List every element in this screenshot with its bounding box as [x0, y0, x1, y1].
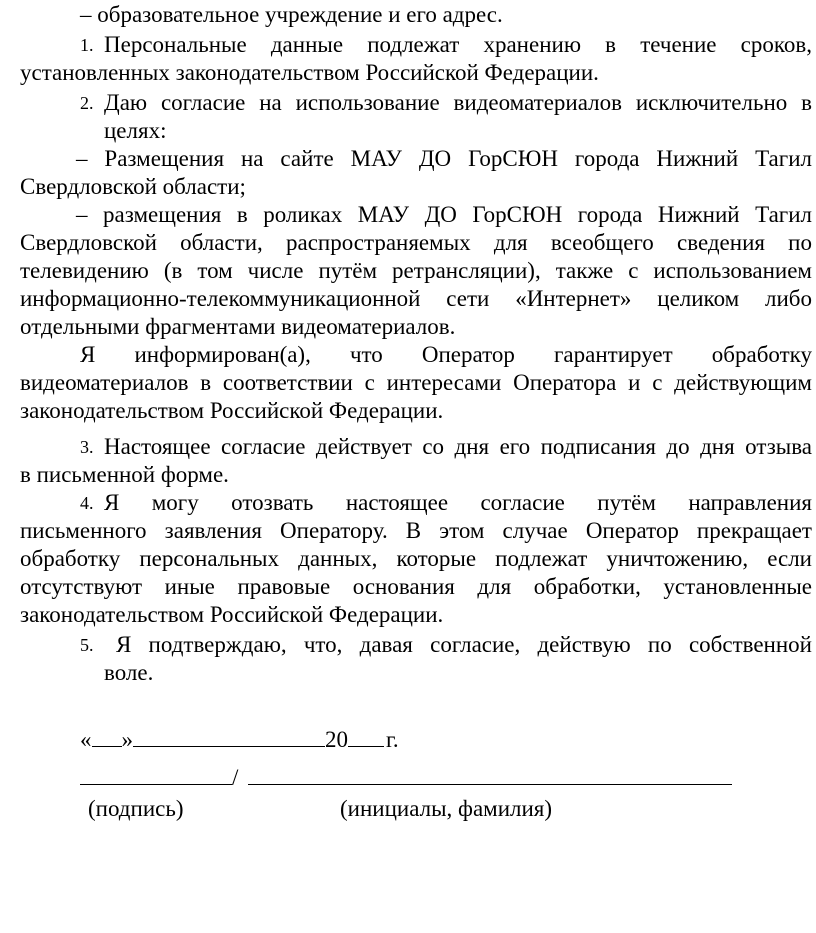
date-open-quote: « — [80, 727, 92, 752]
signature-captions — [20, 794, 812, 824]
paragraph-1-number: 1. — [80, 35, 94, 55]
signature-line — [20, 762, 812, 793]
text-line-17: в письменной форме. — [20, 462, 229, 487]
name-blank[interactable] — [248, 762, 732, 785]
date-close-quote: » — [121, 727, 133, 752]
paragraph-2-line-1 — [20, 88, 812, 118]
paragraph-4-number: 4. — [80, 493, 94, 513]
paragraph-5-line-1-wrap — [80, 630, 812, 660]
year-blank[interactable] — [348, 724, 384, 747]
paragraph-1-text: Персональные данные подлежат хранению в течение сроков, — [104, 32, 812, 57]
paragraph-3-number: 3. — [80, 437, 94, 457]
paragraph-4-line-1-wrap — [80, 488, 812, 518]
text-line-20: обработку персональных данных, которые подлежат уничтожению, если — [20, 546, 812, 571]
text-line-10: телевидению (в том числе путём ретрансляции), также с использованием — [20, 258, 812, 283]
text-line-13: Я информирован(а), что Оператор гарантирует обработку — [80, 342, 812, 367]
paragraph-4-text: Я могу отозвать настоящее согласие путём направления — [104, 490, 812, 515]
paragraph-3-line-1 — [20, 432, 812, 462]
paragraph-5-number: 5. — [80, 635, 94, 655]
signature-caption: (подпись) — [88, 796, 184, 821]
date-line — [20, 724, 812, 755]
signature-blank[interactable] — [80, 762, 232, 785]
text-line-14: видеоматериалов в соответствии с интересами Оператора и с действующим — [20, 370, 812, 395]
paragraph-2-text: Даю согласие на использование видеоматериалов исключительно в — [104, 90, 812, 115]
name-caption: (инициалы, фамилия) — [340, 796, 553, 821]
paragraph-2-line-1-wrap — [80, 88, 812, 118]
paragraph-1-line-1 — [20, 30, 812, 60]
text-line-8: – размещения в роликах МАУ ДО ГорСЮН города Нижний Тагил — [76, 202, 812, 227]
paragraph-5-line-1 — [20, 630, 812, 660]
text-line-1: – образовательное учреждение и его адрес. — [80, 2, 503, 27]
paragraph-2-number: 2. — [80, 93, 94, 113]
text-line-7: Свердловской области; — [20, 174, 246, 199]
text-line-22: законодательством Российской Федерации. — [20, 602, 444, 627]
text-line-9: Свердловской области, распространяемых для всеобщего сведения по — [20, 230, 812, 255]
year-suffix: г. — [386, 727, 399, 752]
text-line-5: целях: — [104, 118, 167, 143]
signature-separator: / — [232, 765, 239, 790]
paragraph-5-text: Я подтверждаю, что, давая согласие, действую по собственной — [116, 632, 812, 657]
text-line-11: информационно-телекоммуникационной сети «Интернет» целиком либо — [20, 286, 812, 311]
text-line-3: установленных законодательством Российской Федерации. — [20, 60, 599, 85]
paragraph-3-text: Настоящее согласие действует со дня его подписания до дня отзыва — [104, 434, 812, 459]
text-line-6: – Размещения на сайте МАУ ДО ГорСЮН города Нижний Тагил — [76, 146, 812, 171]
text-line-12: отдельными фрагментами видеоматериалов. — [20, 314, 456, 339]
text-line-15: законодательством Российской Федерации. — [20, 398, 444, 423]
text-line-21: отсутствуют иные правовые основания для обработки, установленные — [20, 574, 812, 599]
paragraph-1-line-1-wrap — [80, 30, 812, 60]
day-blank[interactable] — [92, 724, 122, 747]
text-line-19: письменного заявления Оператору. В этом случае Оператор прекращает — [20, 518, 812, 543]
paragraph-3-line-1-wrap — [80, 432, 812, 462]
month-blank[interactable] — [133, 724, 325, 747]
paragraph-4-line-1 — [20, 488, 812, 518]
year-prefix: 20 — [325, 727, 348, 752]
text-line-24: воле. — [104, 660, 154, 685]
